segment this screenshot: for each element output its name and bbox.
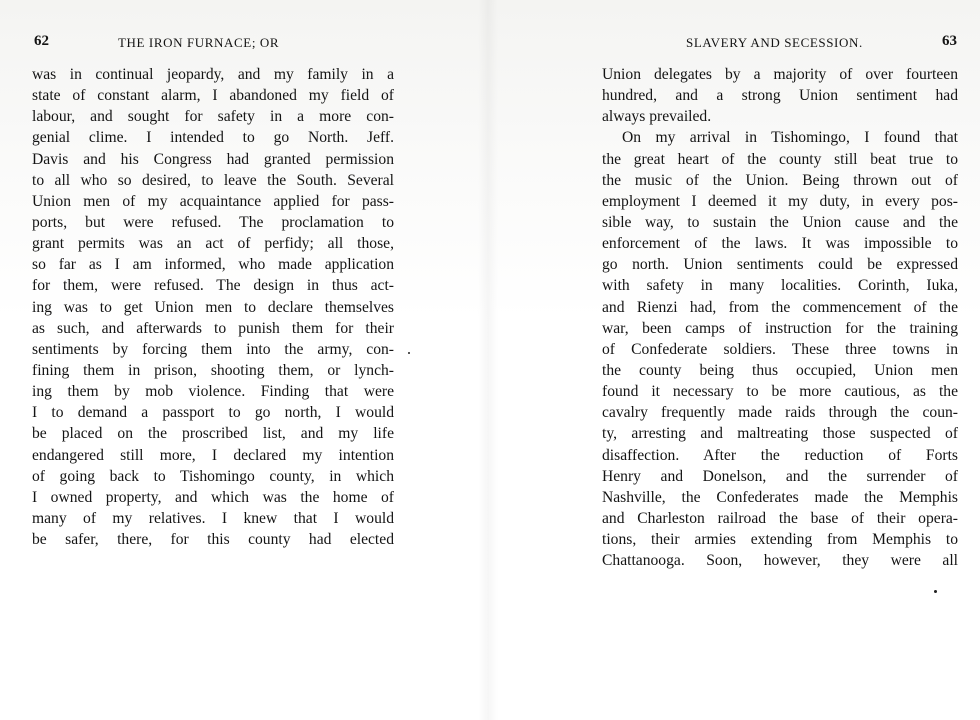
text-line: Davis and his Congress had granted permission [32, 150, 394, 168]
text-line: sentiments by forcing them into the army, con- [32, 340, 394, 358]
text-line: endangered still more, I declared my intention [32, 446, 394, 464]
text-line: the music of the Union. Being thrown out of [602, 171, 958, 189]
text-line: of Confederate soldiers. These three towns in [602, 340, 958, 358]
text-line: many of my relatives. I knew that I would [32, 509, 394, 527]
text-line: Chattanooga. Soon, however, they were all [602, 552, 958, 570]
text-line: sible way, to sustain the Union cause and the [602, 213, 958, 231]
text-line: labour, and sought for safety in a more con- [32, 108, 394, 126]
text-line: I owned property, and which was the home of [32, 488, 394, 506]
text-line: Union delegates by a majority of over fourteen [602, 66, 958, 83]
text-line: I to demand a passport to go north, I would [32, 404, 394, 422]
text-line: cavalry frequently made raids through the coun- [602, 404, 958, 422]
text-line: ing was to get Union men to declare themselves [32, 298, 394, 316]
left-running-head: THE IRON FURNACE; OR [118, 35, 280, 50]
text-line: war, been camps of instruction for the training [602, 319, 958, 337]
text-line: Henry and Donelson, and the surrender of [602, 467, 958, 485]
text-line: for them, were refused. The design in thus act- [32, 277, 394, 295]
text-line: Union men of my acquaintance applied for pass- [32, 192, 394, 210]
text-line: be safer, there, for this county had elected [32, 531, 394, 549]
text-line: go north. Union sentiments could be expressed [602, 256, 958, 274]
text-line: the great heart of the county still beat true to [602, 150, 958, 168]
right-page-header [496, 33, 980, 53]
text-line: grant permits was an act of perfidy; all those, [32, 235, 394, 253]
text-line: tions, their armies extending from Memphis to [602, 531, 958, 549]
text-line: employment I deemed it my duty, in every pos- [602, 192, 958, 210]
text-line: of going back to Tishomingo county, in which [32, 467, 394, 485]
book-gutter [478, 0, 498, 720]
left-page-number: 62 [34, 33, 49, 49]
left-page-header [0, 33, 480, 53]
text-line: and Rienzi had, from the commencement of the [602, 298, 958, 316]
text-line: ing them by mob violence. Finding that were [32, 383, 394, 401]
scan-speck [934, 590, 937, 593]
right-page-number: 63 [942, 33, 957, 49]
text-line: genial clime. I intended to go North. Jeff. [32, 129, 394, 147]
text-line: to all who so desired, to leave the South. Several [32, 171, 394, 189]
text-line: and Charleston railroad the base of their opera- [602, 509, 958, 527]
text-line: always prevailed. [602, 108, 712, 126]
text-line: On my arrival in Tishomingo, I found that [622, 129, 958, 147]
text-line: be placed on the proscribed list, and my life [32, 425, 394, 443]
text-line: was in continual jeopardy, and my family in a [32, 66, 394, 83]
left-page-body [32, 64, 394, 550]
text-line: state of constant alarm, I abandoned my field of [32, 87, 394, 105]
text-line: ports, but were refused. The proclamation to [32, 213, 394, 231]
text-line: hundred, and a strong Union sentiment had [602, 87, 958, 105]
text-line: as such, and afterwards to punish them for their [32, 319, 394, 337]
text-line: enforcement of the laws. It was impossible to [602, 235, 958, 253]
right-page [496, 0, 980, 720]
text-line: with safety in many localities. Corinth, Iuka, [602, 277, 958, 295]
scan-speck [408, 352, 410, 354]
text-line: disaffection. After the reduction of Forts [602, 446, 958, 464]
left-page [0, 0, 480, 720]
text-line: found it necessary to be more cautious, as the [602, 383, 958, 401]
text-line: ty, arresting and maltreating those suspected of [602, 425, 958, 443]
text-line: so far as I am informed, who made application [32, 256, 394, 274]
text-line: fining them in prison, shooting them, or lynch- [32, 361, 394, 379]
right-page-body [602, 64, 958, 571]
text-line: the county being thus occupied, Union men [602, 361, 958, 379]
text-line: Nashville, the Confederates made the Memphis [602, 488, 958, 506]
right-running-head: SLAVERY AND SECESSION. [686, 35, 863, 50]
